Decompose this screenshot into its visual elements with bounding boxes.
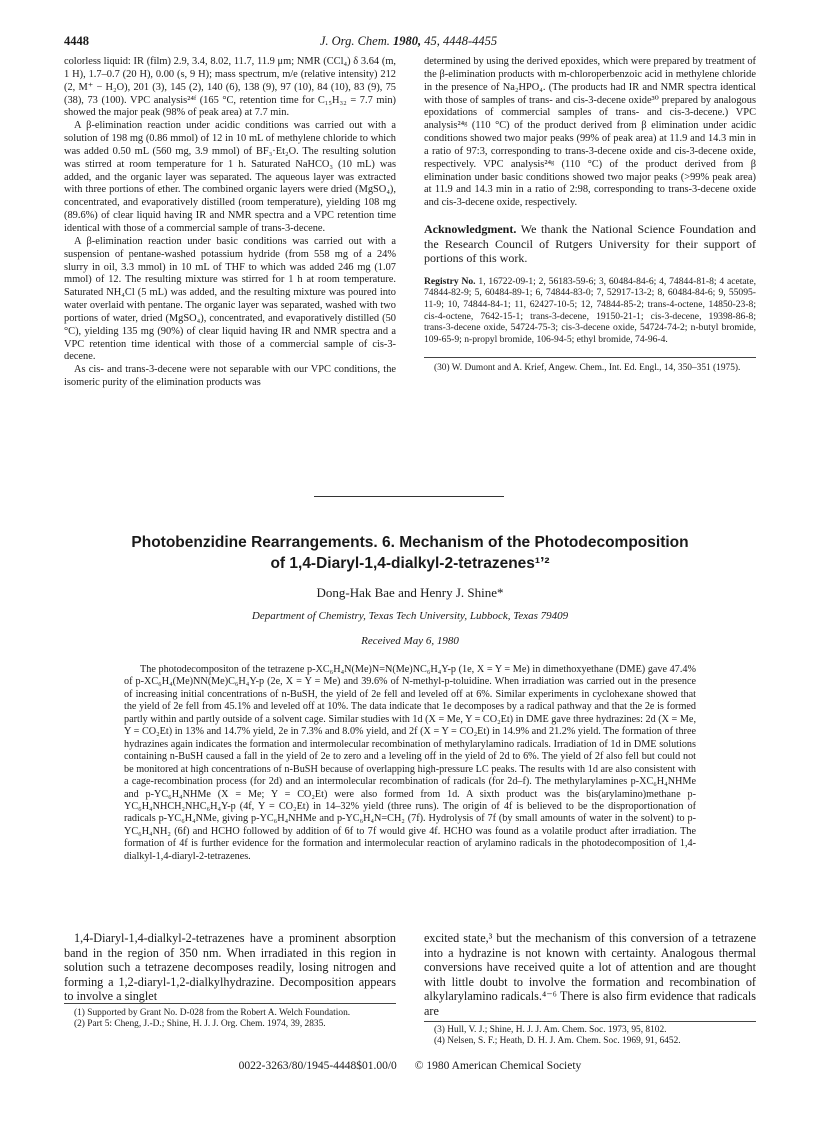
copyright: © 1980 American Chemical Society — [414, 1060, 582, 1072]
paragraph: A β-elimination reaction under acidic conditions was carried out with a solution of 198 mg (0.86 mmol) of 12 in 10 mL of methylene chloride to which was added 0.50 mL (560 mg, 3.9 mmol) of BF₃·Et₂O. The resulting solution was stirred at room temperature for 1 h. Saturated NaHCO₃ (10 mL) was added, and the organic layer was separated. The aqueous layer was extracted with three portions of ether. The combined organic layers were dried (MgSO₄), concentrated, and evaporatively distilled (room temperature), yielding 108 mg (89.6%) of clear liquid having IR and NMR spectra and a VPC retention time identical with those of a commercial sample of trans-3-decene. — [64, 120, 396, 234]
footnote-rule — [64, 1003, 396, 1004]
paragraph: A β-elimination reaction under basic conditions was carried out with a suspension of pentane-washed potassium hydride (from 558 mg of a 24% slurry in oil, 3.3 mmol) in 10 mL of THF to which was added 246 mg (1.07 mmol) of 12. The resulting mixture was stirred for 1 h at room temperature. Saturated NH₄Cl (5 mL) was added, and the resulting mixture was poured into water overlaid with pentane. The organic layer was separated, washed with two portions of water, dried (MgSO₄), concentrated, and evaporatively distilled (50 °C), yielding 135 mg (90%) of clear liquid having IR and NMR spectra and a VPC retention time identical with those of a commercial sample of cis-3-decene. — [64, 235, 396, 363]
paragraph: determined by using the derived epoxides, which were prepared by treatment of the β-elimination products with m-chloroperbenzoic acid in methylene chloride in the presence of Na₂HPO₄. (The products had IR and NMR spectra identical with those of samples of trans- and cis-3-decene oxide³⁰ prepared by analogous epoxidations of commercial samples of trans- and cis-3-decene.) VPC analysis²⁴ᵍ (110 °C) of the product derived from β elimination under acidic conditions showed two major peaks (99% of peak area) at 11.9 and 14.3 min in a ratio of 97:3, corresponding to trans-3-decene oxide and cis-3-decene oxide, respectively. VPC analysis²⁴ᵍ (110 °C) of the product derived from β elimination under basic conditions showed two major peaks (>99% peak area) at 11.9 and 14.3 min in a ratio of 2:98, corresponding to trans-3-decene oxide and cis-3-decene oxide, respectively. — [424, 56, 756, 209]
footnote: (4) Nelsen, S. F.; Heath, D. H. J. Am. Chem. Soc. 1969, 91, 6452. — [434, 1036, 681, 1047]
acknowledgment-text: We thank the National Science Foundation and the Research Council of Rutgers University for their support of portions of this work. — [424, 222, 756, 266]
page-footer — [64, 1060, 756, 1072]
footnote: (3) Hull, V. J.; Shine, H. J. J. Am. Chem. Soc. 1973, 95, 8102. — [434, 1025, 667, 1035]
footnote-rule — [424, 1021, 756, 1022]
previous-article-right-column — [424, 56, 756, 374]
article-title — [64, 532, 756, 574]
acknowledgment — [424, 222, 756, 266]
article-divider — [314, 496, 504, 497]
body-text-right: excited state,³ but the mechanism of this conversion of a tetrazene into a hydrazine is not known with certainty. Analogous thermal conversions have received quite a lot of attention and are thought with little doubt to involve the formation and recombination of alkylarylamino radicals.⁴⁻⁶ There is also firm evidence that radicals are — [424, 931, 756, 1018]
paragraph: As cis- and trans-3-decene were not separable with our VPC conditions, the isomeric purity of the elimination products was — [64, 364, 396, 389]
registry-numbers — [424, 276, 756, 346]
footnotes-left — [64, 1008, 396, 1030]
title-line: Photobenzidine Rearrangements. 6. Mechanism of the Photodecomposition — [131, 534, 689, 551]
previous-article-left-column — [64, 56, 396, 390]
footnote-rule — [424, 357, 756, 358]
body-text-left: 1,4-Diaryl-1,4-dialkyl-2-tetrazenes have a prominent absorption band in the region of 350 nm. When irradiated in this region in solution such a tetrazene decomposes readily, losing nitrogen and forming a 1,2-diaryl-1,2-dialkylhydrazine. Decomposition appears to involve a singlet — [64, 931, 396, 1003]
journal-pages: 4448-4455 — [442, 34, 498, 48]
registry-text: 1, 16722-09-1; 2, 56183-59-6; 3, 60484-84-6; 4, 74844-81-8; 4 acetate, 74844-82-9; 5, 60484-89-1; 6, 74844-83-0; 7, 52917-13-2; 8, 60484-84-6; 9, 55095-11-9; 10, 74844-84-1; 11, 62427-10-5; 12, 74844-85-2; trans-4-octene, 14850-23-8; cis-4-octene, 7642-15-1; trans-3-decene, 19150-21-1; cis-3-decene, 19398-86-8; trans-3-decene oxide, 54724-75-3; cis-3-decene oxide, 54724-74-2; n-butyl bromide, 109-65-9; n-propyl bromide, 106-94-5; ethyl bromide, 74-96-4. — [424, 275, 757, 346]
title-line: of 1,4-Diaryl-1,4-dialkyl-2-tetrazenes¹ʼ² — [270, 555, 550, 572]
journal-year: 1980, — [392, 34, 422, 48]
received-date: Received May 6, 1980 — [361, 635, 459, 647]
article-code: 0022-3263/80/1945-4448$01.00/0 — [238, 1060, 397, 1072]
footnote: (30) W. Dumont and A. Krief, Angew. Chem., Int. Ed. Engl., 14, 350–351 (1975). — [434, 362, 741, 373]
paragraph: colorless liquid: IR (film) 2.9, 3.4, 8.02, 11.7, 11.9 μm; NMR (CCl₄) δ 3.64 (m, 1 H), 1.7–0.7 (20 H), 0.00 (s, 9 H); mass spectrum, m/e (relative intensity) 212 (2, M⁺ − H₂O), 201 (3), 145 (2), 140 (6), 138 (9), 97 (10), 84 (10), 83 (9), 75 (38), 73 (100). VPC analysis²⁴ᶠ (165 °C, retention time for C₁₅H₃₂ = 7.7 min) showed the major peak (98% of peak area) at 7.7 min. — [64, 56, 396, 119]
acknowledgment-heading: Acknowledgment. — [424, 222, 517, 237]
page-number: 4448 — [64, 34, 89, 48]
abstract: The photodecompositon of the tetrazene p-XC₆H₄N(Me)N=N(Me)NC₆H₄Y-p (1e, X = Y = Me) in dimethoxyethane (DME) gave 47.4% of p-XC₆H₄(Me)NN(Me)C₆H₄Y-p (2e, X = Y = Me) and 39.6% of N-methyl-p-toluidine. When irradiation was carried out in the presence of increasing initial concentrations of n-BuSH, the yield of 2e fell and leveled off at 6%. Similar experiments in cyclohexane showed that the yield of 2e fell from 45.1% and leveled off at 10%. The data indicate that 1e decomposes by a radical pathway and that the 2e is formed partly within and partly outside of a solvent cage. Similar studies with 1d (X = Me, Y = CO₂Et) in DME gave three hydrazines: 2d (X = Me, Y = CO₂Et) in 13% and 14.7% yield, 2e in 7.3% and 8.0% yield, and 2f (X = Y = CO₂Et) in 14.9% and 21.2% yield. The formation of three hydrazines again indicates the formation and intermolecular recombination of methylarylamino radicals. Irradiation of 1d in DME solutions containing n-BuSH caused a fall in the yield of 2e to zero and a leveling off in the yield of 2d to 6%. The yield of 2f also fell but could not be monitored at high concentrations of n-BuSH because of overlapping high-pressure LC peaks. The results with 1d are also consistent with a cage-recombination process (for 2d) and an intermolecular recombination of radicals (for 2d–f). The methylarylamines p-XC₆H₄NHMe and p-YC₆H₄NHMe (X = Me; Y = CO₂Et) were also formed from 1d. A sixth product was the bis(arylamino)methane p-YC₆H₄NHCH₂NHC₆H₄Y-p (4f, Y = CO₂Et) in 14–32% yield (three runs). The origin of 4f is believed to be the disproportionation of radicals p-YC₆H₄NMe, giving p-YC₆H₄NHMe and p-YC₆H₄N=CH₂ (7f). Hydrolysis of 7f (by small amounts of water in the solvent) to p-YC₆H₄NH₂ (6f) and HCHO followed by addition of 6f to 7f would give 4f. HCHO was found as a volatile product after irradiation. The formation of 4f is further evidence for the formation and intermolecular reaction of arylamino radicals in the photodecomposition of 1,4-dialkyl-1,4-diaryl-2-tetrazenes. — [124, 664, 696, 862]
footnote: (1) Supported by Grant No. D-028 from the Robert A. Welch Foundation. — [74, 1008, 351, 1018]
footnotes-right — [424, 1025, 756, 1047]
running-header — [0, 34, 817, 50]
authors: Dong-Hak Bae and Henry J. Shine* — [316, 585, 504, 600]
registry-heading: Registry No. — [424, 275, 476, 287]
footnote: (2) Part 5: Cheng, J.-D.; Shine, H. J. J. Org. Chem. 1974, 39, 2835. — [74, 1019, 326, 1030]
journal-name: J. Org. Chem. — [319, 34, 390, 48]
journal-volume: 45, — [424, 34, 440, 48]
affiliation: Department of Chemistry, Texas Tech University, Lubbock, Texas 79409 — [251, 610, 569, 622]
